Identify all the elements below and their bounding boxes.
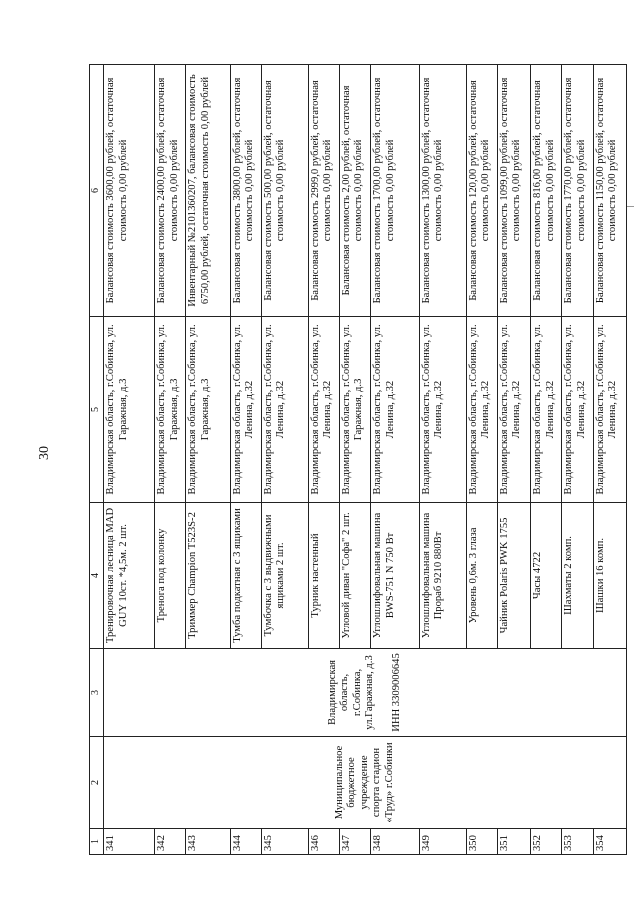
item-value: Балансовая стоимость 816,00 рублей, остаточная стоимость 0,00 рублей bbox=[531, 65, 562, 317]
item-value: Балансовая стоимость 1300,00 рублей, остаточная стоимость 0,00 рублей bbox=[419, 65, 466, 317]
table-header-row bbox=[90, 65, 104, 855]
item-value: Балансовая стоимость 500,00 рублей, остаточная стоимость 0,00 рублей bbox=[261, 65, 308, 317]
item-location: Владимирская область, г.Собинка, ул. Ленина, д.32 bbox=[497, 317, 530, 503]
item-location: Владимирская область, г.Собинка, ул. Ленина, д.32 bbox=[593, 317, 626, 503]
row-number: 353 bbox=[562, 829, 593, 855]
row-number: 344 bbox=[230, 829, 261, 855]
property-table-rotated bbox=[89, 65, 627, 855]
item-name: Тренировочная лесница MAD GUY 10ст. *4,5м. 2 шт. bbox=[104, 503, 155, 649]
item-name: Углошлифовальная машина BWS-751 N 750 Вт bbox=[371, 503, 420, 649]
item-location: Владимирская область, г.Собинка, ул. Гаражная, д.3 bbox=[104, 317, 155, 503]
table-body bbox=[104, 65, 627, 855]
item-name: Чайник Polaris PWK 1755 bbox=[497, 503, 530, 649]
item-location: Владимирская область, г.Собинка, ул. Гаражная, д.3 bbox=[155, 317, 186, 503]
row-number: 341 bbox=[104, 829, 155, 855]
item-value: Балансовая стоимость 3800,00 рублей, остаточная стоимость 0,00 рублей bbox=[230, 65, 261, 317]
column-number-6: 6 bbox=[90, 65, 104, 317]
item-location: Владимирская область, г.Собинка, ул. Гаражная, д.3 bbox=[186, 317, 231, 503]
item-location: Владимирская область, г.Собинка, ул. Ленина, д.32 bbox=[562, 317, 593, 503]
item-location: Владимирская область, г.Собинка, ул. Ленина, д.32 bbox=[419, 317, 466, 503]
item-location: Владимирская область, г.Собинка, ул. Ленина, д.32 bbox=[371, 317, 420, 503]
item-location: Владимирская область, г.Собинка, ул. Ленина, д.32 bbox=[308, 317, 339, 503]
column-number-2: 2 bbox=[90, 737, 104, 829]
row-number: 349 bbox=[419, 829, 466, 855]
row-number: 342 bbox=[155, 829, 186, 855]
item-value: Балансовая стоимость 3600,00 рублей, остаточная стоимость 0,00 рублей bbox=[104, 65, 155, 317]
item-name: Тумба подкатная с 3 ящиками bbox=[230, 503, 261, 649]
item-name: Треногa под колонку bbox=[155, 503, 186, 649]
column-number-5: 5 bbox=[90, 317, 104, 503]
item-value: Балансовая стоимость 1150,00 рублей, остаточная стоимость 0,00 рублей bbox=[593, 65, 626, 317]
row-number: 350 bbox=[466, 829, 497, 855]
item-value: Балансовая стоимость 1099,00 рублей, остаточная стоимость 0,00 рублей bbox=[497, 65, 530, 317]
item-name: Шахматы 2 комп. bbox=[562, 503, 593, 649]
organization-address bbox=[104, 649, 627, 737]
item-value: Балансовая стоимость 2,00 рублей, остаточная стоимость 0,00 рублей bbox=[339, 65, 370, 317]
organization-address-text: Владимирская область, г.Собинка, ул.Гаражная, д.3 bbox=[326, 655, 376, 730]
item-location: Владимирская область, г.Собинка, ул. Ленина, д.32 bbox=[531, 317, 562, 503]
row-number: 348 bbox=[371, 829, 420, 855]
table-row bbox=[104, 65, 155, 855]
row-number: 352 bbox=[531, 829, 562, 855]
item-value: Балансовая стоимость 2400,00 рублей, остаточная стоимость 0,00 рублей bbox=[155, 65, 186, 317]
row-number: 351 bbox=[497, 829, 530, 855]
organization-name: Муниципальное бюджетное учреждение спорта стадион «Труд» г.Собинки bbox=[104, 737, 627, 829]
item-value: Балансовая стоимость 120,00 рублей, остаточная стоимость 0,00 рублей bbox=[466, 65, 497, 317]
row-number: 354 bbox=[593, 829, 626, 855]
item-name: Тумбочка с 3 выдвижными ящиками 2 шт. bbox=[261, 503, 308, 649]
item-name: Триммер Champion T523S-2 bbox=[186, 503, 231, 649]
item-name: Угловой диван "Софа" 2 шт. bbox=[339, 503, 370, 649]
column-number-3: 3 bbox=[90, 649, 104, 737]
column-number-4: 4 bbox=[90, 503, 104, 649]
property-table bbox=[89, 64, 627, 855]
item-value: Инвентарный №2101360207, балансовая стоимость 6750,00 рублей, остаточная стоимость 0,00 рублей bbox=[186, 65, 231, 317]
item-name: Часы 4722 bbox=[531, 503, 562, 649]
item-location: Владимирская область, г.Собинка, ул. Ленина, д.32 bbox=[466, 317, 497, 503]
item-value: Балансовая стоимость 1700,00 рублей, остаточная стоимость 0,00 рублей bbox=[371, 65, 420, 317]
item-name: Турник настенный bbox=[308, 503, 339, 649]
row-number: 343 bbox=[186, 829, 231, 855]
item-value: Балансовая стоимость 2999,0 рублей, остаточная стоимость 0,00 рублей bbox=[308, 65, 339, 317]
item-name: Шашки 16 комп. bbox=[593, 503, 626, 649]
row-number: 346 bbox=[308, 829, 339, 855]
page-number: 30 bbox=[37, 446, 52, 460]
item-name: Уровень 0,6м. 3 глаза bbox=[466, 503, 497, 649]
item-location: Владимирская область, г.Собинка, ул. Ленина, д.32 bbox=[230, 317, 261, 503]
row-number: 345 bbox=[261, 829, 308, 855]
item-location: Владимирская область, г.Собинка, ул. Гаражная, д.3 bbox=[339, 317, 370, 503]
organization-inn: ИНН 3309006645 bbox=[390, 653, 402, 732]
scan-mark bbox=[626, 206, 634, 207]
row-number: 347 bbox=[339, 829, 370, 855]
item-location: Владимирская область, г.Собинка, ул. Ленина, д.32 bbox=[261, 317, 308, 503]
item-value: Балансовая стоимость 1770,00 рублей, остаточная стоимость 0,00 рублей bbox=[562, 65, 593, 317]
column-number-1: 1 bbox=[90, 829, 104, 855]
item-name: Углошлифовальная машина Прораб 9210 880Вт bbox=[419, 503, 466, 649]
